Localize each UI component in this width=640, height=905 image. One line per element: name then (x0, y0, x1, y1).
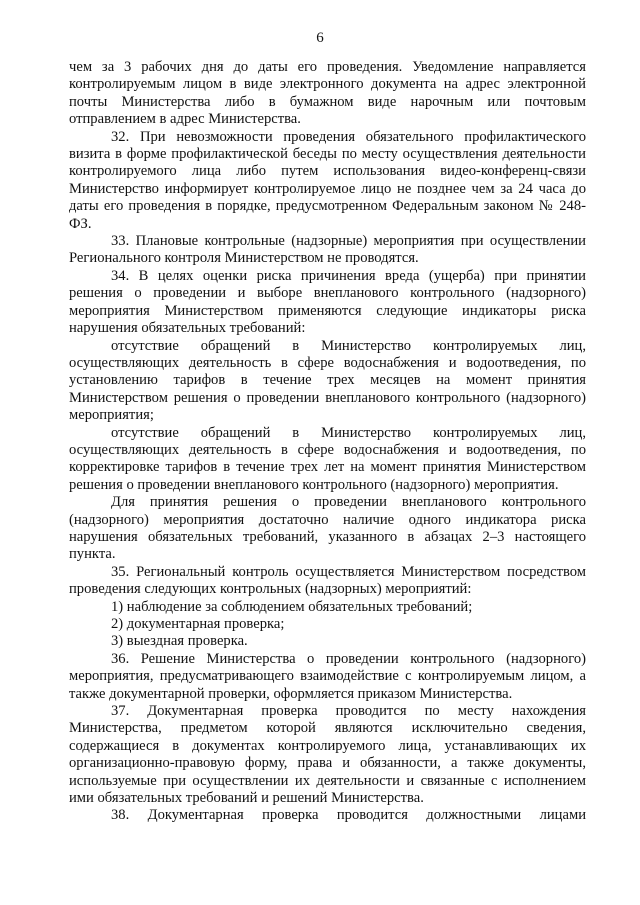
paragraph-37: 37. Документарная проверка проводится по месту нахождения Министерства, предметом которой являются исключительно сведения, содержащиеся в документах контролируемого лица, устанавливающих их организационно-правовую форму, права и обязанности, а также документы, используемые при осуществлении их деятельности и связанные с исполнением ими обязательных требований и решений Министерства. (69, 703, 586, 807)
list-item: 2) документарная проверка; (111, 616, 285, 632)
paragraph-35: 35. Региональный контроль осуществляется Министерством посредством проведения следующих контрольных (надзорных) мероприятий: (69, 563, 586, 598)
document-body (69, 59, 586, 825)
paragraph-34-note: Для принятия решения о проведении внепланового контрольного (надзорного) мероприятия достаточно наличие одного индикатора риска нарушения обязательных требований, указанного в абзацах 2–3 настоящего пункта. (69, 494, 586, 563)
list-item: 1) наблюдение за соблюдением обязательных требований; (111, 598, 473, 615)
list-item: 3) выездная проверка. (111, 633, 248, 650)
paragraph-32: 32. При невозможности проведения обязательного профилактического визита в форме профилактической беседы по месту осуществления деятельности контролируемого лица либо путем использования видео-конференц-связи Министерство информирует контролируемое лицо не позднее чем за 24 часа до даты его проведения в порядке, предусмотренном Федеральным законом № 248-ФЗ. (69, 128, 586, 232)
paragraph-34: 34. В целях оценки риска причинения вреда (ущерба) при принятии решения о проведении и выборе внепланового контрольного (надзорного) мероприятия Министерством применяются следующие индикаторы риска нарушения обязательных требований: (69, 267, 586, 337)
page-number: 6 (316, 30, 324, 46)
paragraph-36: 36. Решение Министерства о проведении контрольного (надзорного) мероприятия, предусматривающего взаимодействие с контролируемым лицом, а также документарной проверки, оформляется приказом Министерства. (69, 650, 586, 702)
paragraph-34-indicator-1: отсутствие обращений в Министерство контролируемых лиц, осуществляющих деятельность в сфере водоснабжения и водоотведения, по установлению тарифов в течение трех месяцев на момент принятия Министерством решения о проведении внепланового контрольного (надзорного) мероприятия; (69, 337, 586, 424)
paragraph-33: 33. Плановые контрольные (надзорные) мероприятия при осуществлении Регионального контроля Министерством не проводятся. (69, 233, 586, 267)
paragraph-continuation: чем за 3 рабочих дня до даты его проведения. Уведомление направляется контролируемым лицом в виде электронного документа на адрес электронной почты Министерства либо в бумажном виде нарочным или почтовым отправлением в адрес Министерства. (69, 59, 586, 128)
paragraph-34-indicator-2: отсутствие обращений в Министерство контролируемых лиц, осуществляющих деятельность в сфере водоснабжения и водоотведения, по корректировке тарифов в течение трех лет на момент принятия Министерством решения о проведении внепланового контрольного (надзорного) мероприятия. (69, 424, 586, 493)
paragraph-38: 38. Документарная проверка проводится должностными лицами (111, 807, 586, 824)
